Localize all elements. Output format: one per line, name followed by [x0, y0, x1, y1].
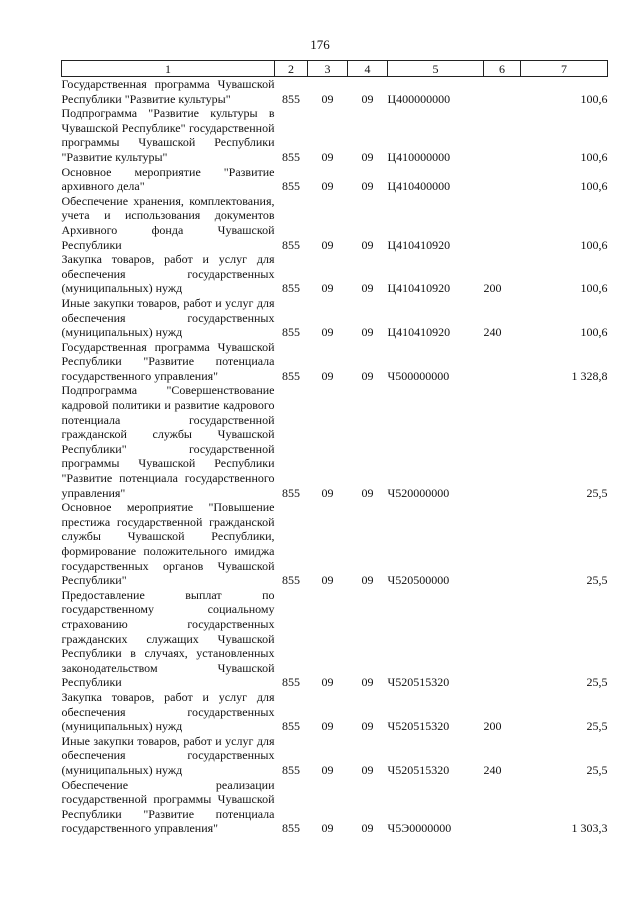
row-section-code: 09 [321, 179, 334, 194]
row-section-code: 09 [321, 719, 334, 734]
budget-table [61, 60, 608, 836]
row-name: Подпрограмма "Совершенствование кадровой политики и развитие кадрового потенциала государственной гражданской службы Чувашской Республики" государственной программы Чувашской Республики "Развитие потенциала государственного управления" [61, 383, 275, 500]
row-subsection-code: 09 [361, 281, 374, 296]
row-ved-code: 855 [282, 179, 300, 194]
header-col-6: 6 [484, 61, 521, 77]
row-target-article: Ч520515320 [387, 675, 450, 690]
row-name: Обеспечение реализации государственной программы Чувашской Республики "Развитие потенциала государственного управления" [61, 777, 275, 836]
row-target-article: Ч520515320 [387, 762, 450, 777]
row-section-code: 09 [321, 762, 334, 777]
row-target-article: Ц410000000 [387, 149, 451, 164]
row-amount: 25,5 [586, 762, 608, 777]
row-amount: 25,5 [586, 719, 608, 734]
row-expense-type [484, 106, 521, 164]
row-name: Основное мероприятие "Развитие архивного дела" [61, 164, 275, 194]
header-col-7: 7 [521, 61, 608, 77]
header-col-5: 5 [388, 61, 484, 77]
row-amount: 100,6 [580, 325, 608, 340]
table-row [62, 778, 608, 836]
row-section-code: 09 [321, 821, 334, 836]
row-amount: 100,6 [580, 149, 608, 164]
row-target-article: Ц400000000 [387, 91, 451, 106]
row-amount: 25,5 [586, 573, 608, 588]
row-section-code: 09 [321, 91, 334, 106]
row-expense-type [484, 383, 521, 500]
row-target-article: Ч520000000 [387, 485, 450, 500]
row-subsection-code: 09 [361, 573, 374, 588]
row-expense-type: 240 [483, 325, 502, 340]
header-col-2: 2 [275, 61, 308, 77]
row-subsection-code: 09 [361, 91, 374, 106]
row-expense-type: 240 [483, 762, 502, 777]
row-subsection-code: 09 [361, 762, 374, 777]
table-row [62, 588, 608, 690]
table-row [62, 106, 608, 164]
row-ved-code: 855 [282, 821, 300, 836]
row-amount: 100,6 [580, 91, 608, 106]
row-ved-code: 855 [282, 91, 300, 106]
page-number: 176 [310, 37, 330, 52]
row-amount: 25,5 [586, 485, 608, 500]
row-name: Государственная программа Чувашской Республики "Развитие культуры" [61, 77, 275, 106]
row-ved-code: 855 [282, 149, 300, 164]
row-name: Обеспечение хранения, комплектования, учета и использования документов Архивного фонда Чувашской Республики [61, 193, 275, 252]
header-col-1: 1 [62, 61, 275, 77]
row-expense-type [484, 165, 521, 194]
table-row [62, 690, 608, 734]
row-target-article: Ц410410920 [387, 237, 451, 252]
row-subsection-code: 09 [361, 485, 374, 500]
row-subsection-code: 09 [361, 325, 374, 340]
table-row [62, 77, 608, 107]
row-target-article: Ц410400000 [387, 179, 451, 194]
row-ved-code: 855 [282, 237, 300, 252]
row-name: Закупка товаров, работ и услуг для обеспечения государственных (муниципальных) нужд [61, 689, 275, 734]
row-name: Закупка товаров, работ и услуг для обеспечения государственных (муниципальных) нужд [61, 252, 275, 296]
row-ved-code: 855 [282, 368, 300, 383]
row-subsection-code: 09 [361, 368, 374, 383]
table-row [62, 340, 608, 384]
row-expense-type [484, 77, 521, 107]
table-row [62, 194, 608, 252]
row-section-code: 09 [321, 281, 334, 296]
row-section-code: 09 [321, 368, 334, 383]
row-expense-type [484, 588, 521, 690]
row-section-code: 09 [321, 149, 334, 164]
header-row [62, 61, 608, 77]
row-target-article: Ч500000000 [387, 368, 450, 383]
row-section-code: 09 [321, 237, 334, 252]
row-ved-code: 855 [282, 325, 300, 340]
row-section-code: 09 [321, 675, 334, 690]
row-expense-type [484, 500, 521, 588]
row-subsection-code: 09 [361, 821, 374, 836]
row-subsection-code: 09 [361, 675, 374, 690]
table-row [62, 296, 608, 340]
row-expense-type [484, 194, 521, 252]
row-amount: 1 328,8 [571, 368, 608, 383]
row-amount: 1 303,3 [571, 821, 608, 836]
row-expense-type [484, 340, 521, 384]
row-subsection-code: 09 [361, 237, 374, 252]
row-name: Иные закупки товаров, работ и услуг для обеспечения государственных (муниципальных) нужд [61, 733, 275, 777]
header-col-3: 3 [308, 61, 348, 77]
row-expense-type: 200 [483, 719, 502, 734]
row-target-article: Ц410410920 [387, 281, 451, 296]
row-name: Предоставление выплат по государственному социальному страхованию государственных гражданских служащих Чувашской Республики в случаях, установленных законодательством Чувашской Республики [61, 587, 275, 690]
table-row [62, 500, 608, 588]
row-section-code: 09 [321, 485, 334, 500]
row-name: Иные закупки товаров, работ и услуг для обеспечения государственных (муниципальных) нужд [61, 295, 275, 340]
header-col-4: 4 [348, 61, 388, 77]
row-subsection-code: 09 [361, 719, 374, 734]
row-name: Государственная программа Чувашской Республики "Развитие потенциала государственного управления" [61, 339, 275, 383]
row-subsection-code: 09 [361, 179, 374, 194]
row-ved-code: 855 [282, 719, 300, 734]
row-amount: 25,5 [586, 675, 608, 690]
row-section-code: 09 [321, 325, 334, 340]
row-name: Подпрограмма "Развитие культуры в Чувашской Республике" государственной программы Чувашской Республики "Развитие культуры" [61, 106, 275, 164]
row-ved-code: 855 [282, 281, 300, 296]
row-amount: 100,6 [580, 237, 608, 252]
row-target-article: Ч5Э0000000 [387, 821, 452, 836]
row-expense-type [484, 778, 521, 836]
row-ved-code: 855 [282, 573, 300, 588]
row-target-article: Ч520515320 [387, 719, 450, 734]
row-expense-type: 200 [483, 281, 502, 296]
table-row [62, 165, 608, 194]
table-row [62, 383, 608, 500]
row-ved-code: 855 [282, 485, 300, 500]
row-target-article: Ч520500000 [387, 573, 450, 588]
row-subsection-code: 09 [361, 149, 374, 164]
row-target-article: Ц410410920 [387, 325, 451, 340]
row-amount: 100,6 [580, 179, 608, 194]
row-ved-code: 855 [282, 762, 300, 777]
row-ved-code: 855 [282, 675, 300, 690]
row-amount: 100,6 [580, 281, 608, 296]
table-row [62, 252, 608, 296]
row-section-code: 09 [321, 573, 334, 588]
table-row [62, 734, 608, 778]
row-name: Основное мероприятие "Повышение престижа государственной гражданской службы Чувашской Республики, формирование положительного имиджа государственных органов Чувашской Республики" [61, 500, 275, 588]
